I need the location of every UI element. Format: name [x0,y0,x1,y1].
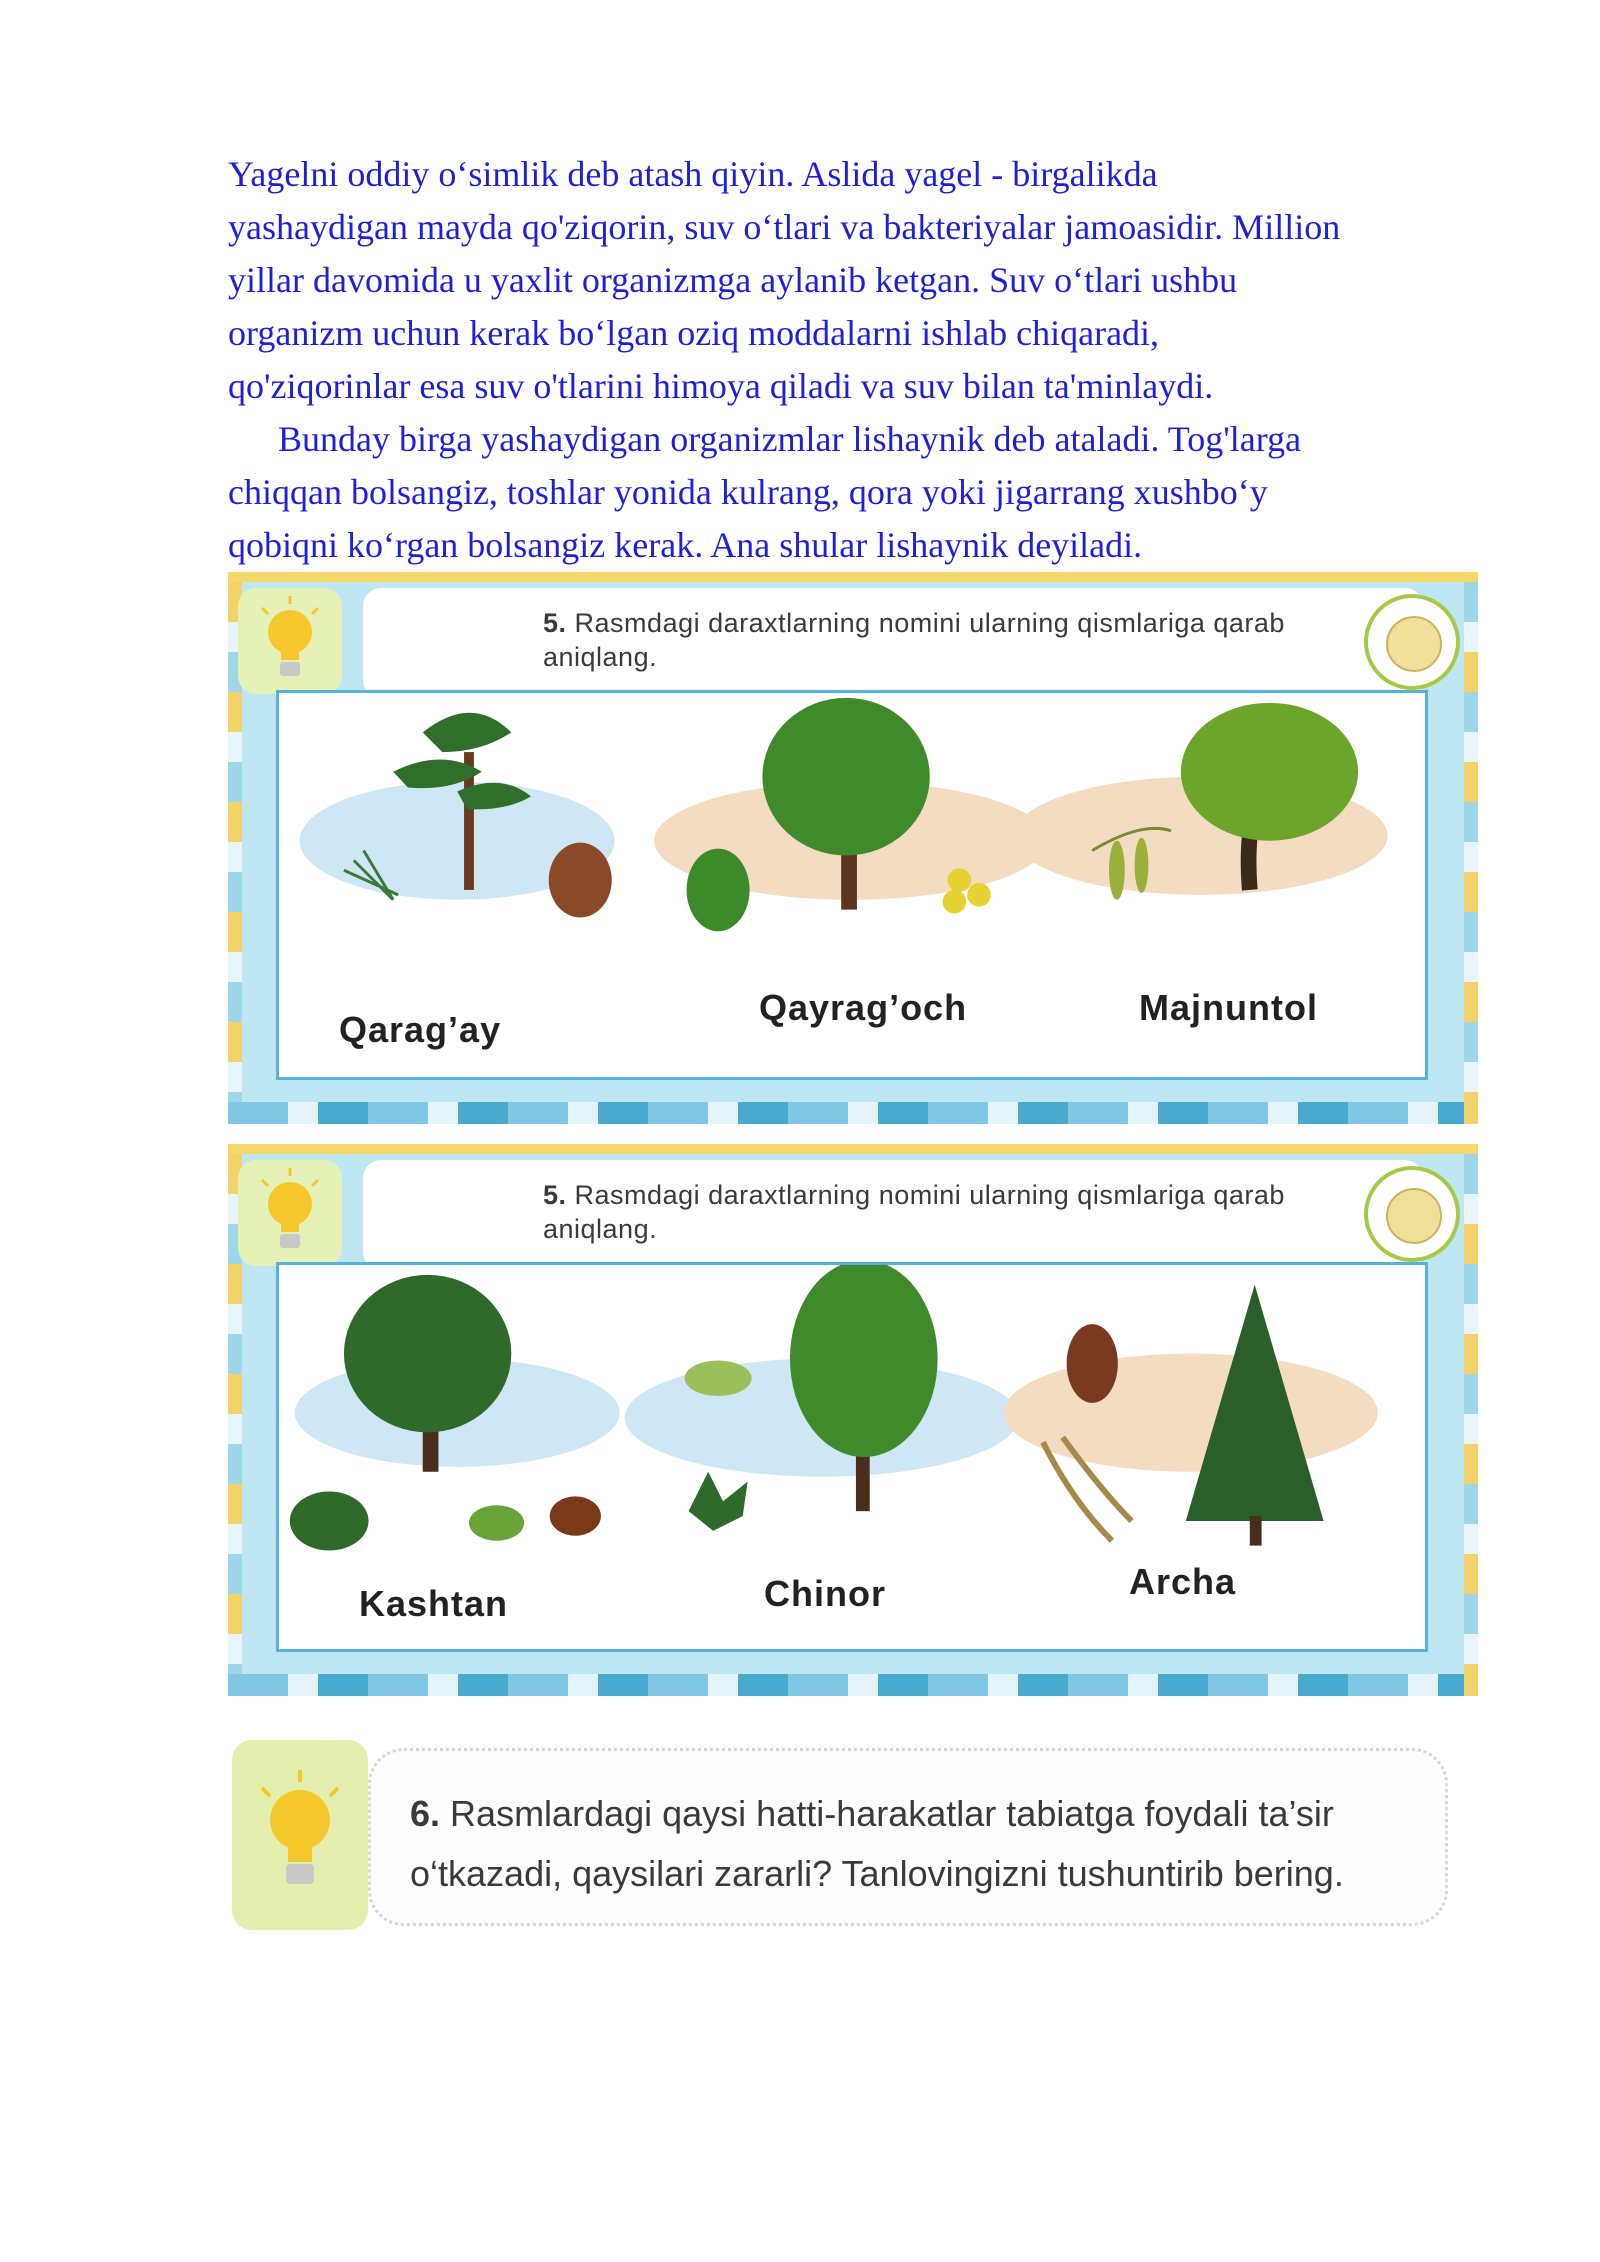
text-line: chiqqan bolsangiz, toshlar yonida kulrang, qora yoki jigarrang xushbo‘y [228,472,1268,512]
text-line: Bunday birga yashaydigan organizmlar lishaynik deb ataladi. Tog'larga [278,419,1302,459]
tree-label-majnuntol: Majnuntol [1139,987,1318,1028]
question-number: 5. [543,1180,567,1210]
question-line-1: Rasmdagi daraxtlarning nomini ularning qismlariga qarab [574,608,1285,638]
school-badge-icon [1364,1166,1460,1262]
question-card [363,588,1423,698]
school-badge-icon [1364,594,1460,690]
question-6-line-1: Rasmlardagi qaysi hatti-harakatlar tabiatga foydali ta’sir [450,1793,1334,1834]
question-number: 6. [410,1793,441,1834]
panel-border-decoration [228,1674,1478,1696]
question-6-text [410,1784,1430,1904]
tree-label-qaragay: Qarag’ay [339,1009,502,1050]
tree-label-qayragoch: Qayrag’och [759,987,968,1028]
picture-frame [276,1262,1428,1652]
lightbulb-icon [238,1160,342,1266]
question-line-2: aniqlang. [543,642,658,672]
activity-panel-2 [228,1144,1478,1696]
question-line-2: aniqlang. [543,1214,658,1244]
tree-label-kashtan: Kashtan [359,1583,509,1624]
text-line: qobiqni ko‘rgan bolsangiz kerak. Ana shular lishaynik deyiladi. [228,525,1143,565]
question-text [543,606,1403,674]
question-6-card [228,1740,1458,1930]
paragraph-1 [228,148,1488,413]
tree-label-archa: Archa [1129,1561,1237,1602]
text-line: qo'ziqorinlar esa suv o'tlarini himoya qiladi va suv bilan ta'minlaydi. [228,366,1214,406]
tree-label-chinor: Chinor [764,1573,886,1614]
text-line: Yagelni oddiy o‘simlik deb atash qiyin. Aslida yagel - birgalikda [228,154,1158,194]
lightbulb-icon [232,1740,368,1930]
question-card [363,1160,1423,1270]
question-number: 5. [543,608,567,638]
text-line: yashaydigan mayda qo'ziqorin, suv o‘tlari va bakteriyalar jamoasidir. Million [228,207,1341,247]
lightbulb-icon [238,588,342,694]
question-6-line-2: o‘tkazadi, qaysilari zararli? Tanlovingizni tushuntirib bering. [410,1853,1344,1894]
panel-border-decoration [228,1102,1478,1124]
paragraph-2 [228,413,1488,572]
text-line: organizm uchun kerak bo‘lgan oziq moddalarni ishlab chiqaradi, [228,313,1160,353]
text-line: yillar davomida u yaxlit organizmga aylanib ketgan. Suv o‘tlari ushbu [228,260,1238,300]
question-text [543,1178,1403,1246]
activity-panel-1 [228,572,1478,1124]
picture-frame [276,690,1428,1080]
question-line-1: Rasmdagi daraxtlarning nomini ularning qismlariga qarab [574,1180,1285,1210]
body-text [228,148,1488,572]
